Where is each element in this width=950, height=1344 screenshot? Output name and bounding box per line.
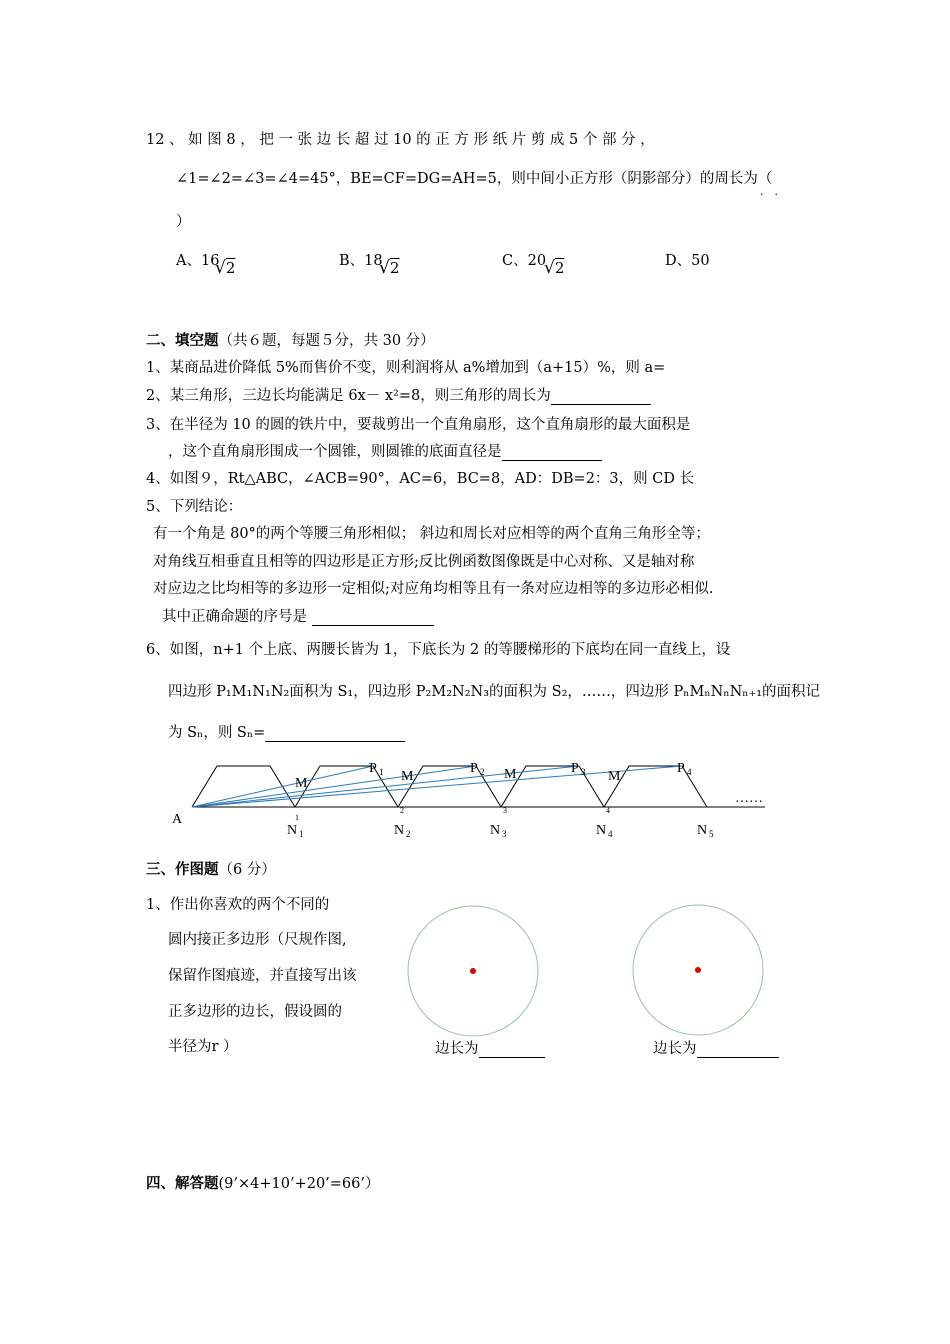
small-label-2: 2 [400,806,404,815]
draw-q1-line3: 保留作图痕迹，并直接写出该 [168,968,357,984]
label-p1-sub: 1 [379,767,384,777]
label-n3: N [490,823,501,838]
fill-q3-cont: ，这个直角扇形围成一个圆锥，则圆锥的底面直径是 [168,440,602,461]
label-m2: M [401,769,414,784]
fill-q5-statement2: 对角线互相垂直且相等的四边形是正方形;反比例函数图像既是中心对称、又是轴对称 [153,554,695,570]
q12-line2: ∠1=∠2=∠3=∠4=45°，BE=CF=DG=AH=5，则中间小正方形（阴影部分）的周长为（ [176,171,773,187]
label-n1-sub: 1 [299,829,304,839]
sqrt-a: √2 [215,258,236,278]
fill-q2: 2、某三角形，三边长均能满足 6x－ x²=8，则三角形的周长为 [146,384,651,405]
label-p3: P [571,761,579,776]
fill-q1: 1、某商品进价降低 5%而售价不变，则利润将从 a%增加到（a+15）%，则 a= [146,360,666,376]
label-m3: M [504,767,517,782]
label-n2-sub: 2 [406,829,411,839]
draw-q1-line1: 1、作出你喜欢的两个不同的 [146,897,330,913]
fill-q6-cont: 四边形 P₁M₁N₁N₂面积为 S₁，四边形 P₂M₂N₂N₃的面积为 S₂，……，四边形 PₙMₙNₙNₙ₊₁的面积记 [168,684,821,700]
small-label-1: 1 [295,813,299,822]
label-a: A [172,812,183,827]
section2-heading: 二、填空题（共６题，每题５分，共 30 分） [146,332,435,349]
fill-q4: 4、如图９，Rt△ABC，∠ACB=90°，AC=6，BC=8，AD：DB=2：3，则 CD 长 [146,471,695,487]
label-n2: N [394,823,405,838]
label-n1: N [287,823,298,838]
label-n4: N [596,823,607,838]
label-p4: P [677,761,685,776]
fill-q5-statement1: 有一个角是 80°的两个等腰三角形相似； 斜边和周长对应相等的两个直角三角形全等； [153,526,710,542]
label-p2-sub: 2 [480,767,485,777]
option-a: A、16 [176,253,220,269]
fill-q5-answer: 其中正确命题的序号是 [162,605,434,626]
sqrt-b: √2 [379,258,400,278]
circle-1-center [470,968,476,974]
label-p2: P [470,761,478,776]
option-d: D、50 [665,253,710,269]
label-ellipsis: …… [735,791,763,806]
fill-q6: 6、如图，n+1 个上底、两腰长皆为 1，下底长为 2 的等腰梯形的下底均在同一直线上，设 [146,642,731,658]
fill-q5: 5、下列结论： [146,499,243,515]
construction-circles [400,900,800,1040]
label-p3-sub: 3 [581,767,586,777]
side-length-1: 边长为 [435,1037,545,1058]
section3-heading: 三、作图题（6 分） [146,861,276,878]
fill-q3: 3、在半径为 10 的圆的铁片中，要裁剪出一个直角扇形，这个直角扇形的最大面积是 [146,417,691,433]
fill-q6-answer: 为 Sₙ，则 Sₙ= [168,721,405,742]
label-n3-sub: 3 [502,829,507,839]
fill-q5-statement3: 对应边之比均相等的多边形一定相似;对应角均相等且有一条对应边相等的多边形必相似. [153,581,714,597]
label-m4: M [608,769,621,784]
small-label-4: 4 [606,806,610,815]
label-n5: N [697,823,708,838]
label-n4-sub: 4 [608,829,613,839]
option-c: C、20 [502,253,547,269]
line-a-p1 [192,766,373,807]
draw-q1-line2: 圆内接正多边形（尺规作图, [168,932,347,948]
trapezoid-1 [192,766,295,807]
label-p1: P [369,761,377,776]
draw-q1-line4: 正多边形的边长，假设圆的 [168,1004,342,1020]
sqrt-c: √2 [544,258,565,278]
label-m1: M [295,776,308,791]
side-length-2: 边长为 [653,1037,779,1058]
emphasis-dots: · · [760,188,778,201]
label-p4-sub: 4 [687,767,692,777]
small-label-3: 3 [503,806,507,815]
section4-heading: 四、解答题(9’×4+10’+20’=66’） [146,1175,380,1192]
q12-line3: ） [176,214,191,230]
q12-line1: 12 、 如 图 8 ， 把 一 张 边 长 超 过 10 的 正 方 形 纸 片 剪 成 5 个 部 分 ， [146,132,655,148]
option-b: B、18 [339,253,383,269]
line-a-p3 [192,766,579,807]
draw-q1-line5: 半径为r ） [168,1039,238,1055]
label-n5-sub: 5 [709,829,714,839]
circle-2-center [695,967,701,973]
